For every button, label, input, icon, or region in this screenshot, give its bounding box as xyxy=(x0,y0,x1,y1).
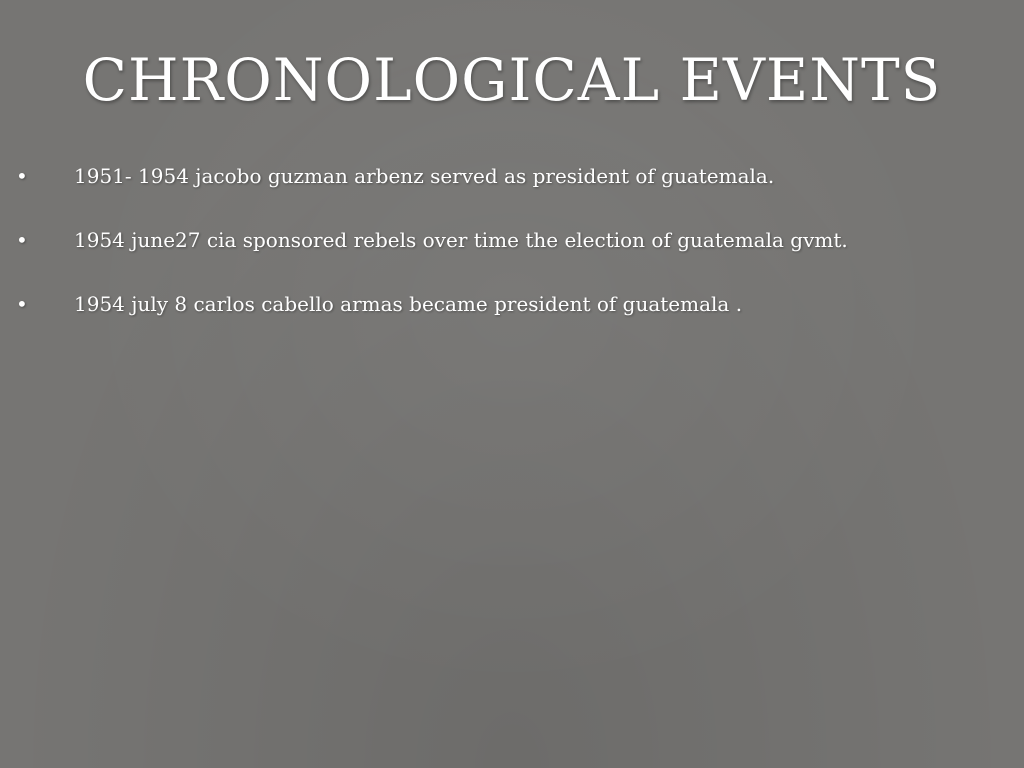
bullet-item xyxy=(14,288,1004,352)
bullet-list xyxy=(14,160,1004,352)
bullet-icon: • xyxy=(16,292,28,316)
bullet-text: 1954 july 8 carlos cabello armas became president of guatemala . xyxy=(74,292,743,316)
bullet-item xyxy=(14,224,1004,288)
bullet-icon: • xyxy=(16,164,28,188)
slide-title: CHRONOLOGICAL EVENTS xyxy=(82,46,942,114)
bullet-icon: • xyxy=(16,228,28,252)
bullet-text: 1954 june27 cia sponsored rebels over time the election of guatemala gvmt. xyxy=(74,228,848,252)
bullet-text: 1951- 1954 jacobo guzman arbenz served as president of guatemala. xyxy=(74,164,775,188)
bullet-item xyxy=(14,160,1004,224)
